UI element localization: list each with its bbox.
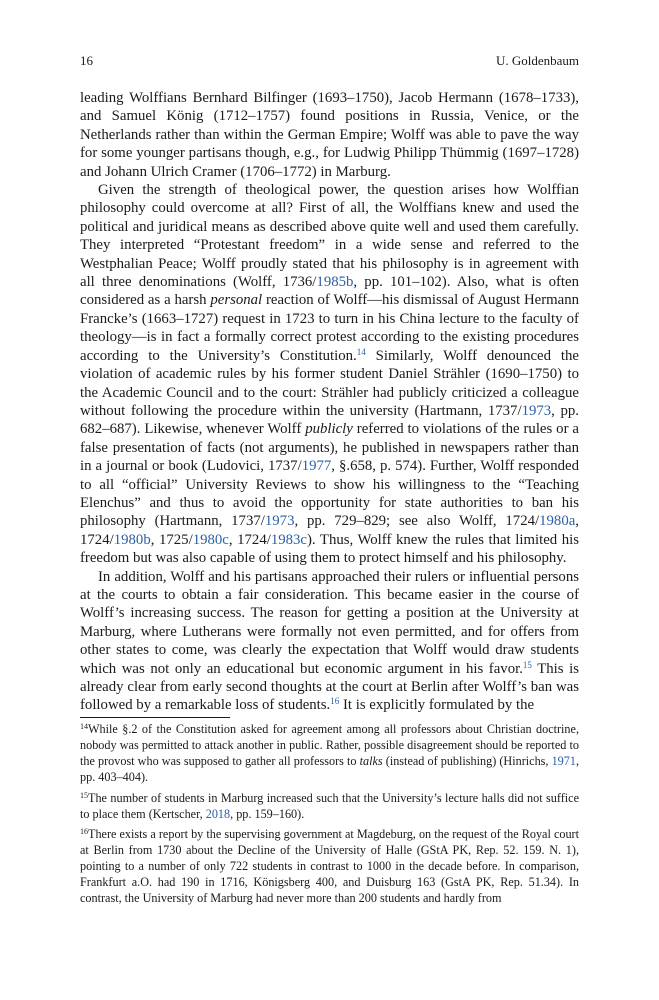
citation-link-1977[interactable]: 1977 xyxy=(301,458,332,475)
text-run: The number of students in Marburg increased such that the University’s lecture halls did not suffice to place them (Kertscher, xyxy=(80,790,579,821)
text-run: , pp. 403–404). xyxy=(80,753,579,784)
emphasis-talks: talks xyxy=(359,753,383,768)
emphasis-publicly: publicly xyxy=(305,421,353,438)
text-run: , pp. 729–829; see also Wolff, 1724/ xyxy=(294,513,540,530)
text-run: reaction of Wolff—his dismissal of August Hermann Francke’s (1663–1727) request in 1723 to turn in his China lecture to the faculty of theology—is in fact a formally correct protest according to the existing procedures according to the University’s Constitution. xyxy=(80,292,579,364)
footnote-ref-15[interactable]: 15 xyxy=(522,659,532,670)
footnote-15 xyxy=(80,791,579,823)
paragraph-2 xyxy=(80,181,579,568)
text-run: ). Thus, Wolff knew the rules that limited his freedom but was also capable of using them to protect himself and his philosophy. xyxy=(80,531,579,567)
citation-link-1980b[interactable]: 1980b xyxy=(113,531,151,548)
footnotes xyxy=(80,722,579,912)
page-number: 16 xyxy=(80,53,93,68)
footnote-14 xyxy=(80,722,579,786)
footnote-number: 16 xyxy=(80,827,88,837)
citation-link-1973[interactable]: 1973 xyxy=(521,402,552,419)
running-author: U. Goldenbaum xyxy=(495,53,579,68)
text-run: , §.658, p. 574). Further, Wolff responded to all “official” University Reviews to show his willingness to the “Teaching Elenchus” and thus to avoid the opportunity for state authorities to ban his philosophy (Hartmann, 1737/ xyxy=(80,458,579,530)
main-text xyxy=(80,89,579,715)
text-run: In addition, Wolff and his partisans approached their rulers or influential persons at the courts to obtain a fair consideration. This became easier in the course of Wolff’s increasing success. The reason for getting a position at the University at Marburg, where Lutherans were formally not even permitted, and for offers from other states to come, was clearly the expectation that Wolff would draw students which was not only an educational but economic argument in his favor. xyxy=(80,568,579,677)
text-run: , pp. 101–102). Also, what is often considered as a harsh xyxy=(80,274,579,309)
running-header xyxy=(80,53,579,69)
footnote-divider xyxy=(80,717,230,718)
paragraph-3 xyxy=(80,568,579,715)
text-run: referred to violations of the rules or a false presentation of facts (not arguments), he published in newspapers rather than in a journal or book (Ludovici, 1737/ xyxy=(80,421,579,475)
text-run: , 1725/ xyxy=(150,531,193,548)
text-run: , pp. 682–687). Likewise, whenever Wolff xyxy=(80,402,579,438)
text-run: leading Wolffians Bernhard Bilfinger (1693–1750), Jacob Hermann (1678–1733), and Samuel König (1712–1757) found positions in Russia, Venice, or the Netherlands rather than within the German Empire; Wolff was able to pave the way for some younger partisans though, e.g., for Ludwig Philipp Thümmig (1697–1728) and Johann Ulrich Cramer (1706–1772) in Marburg. xyxy=(80,90,579,180)
citation-link-1980a[interactable]: 1980a xyxy=(539,513,576,530)
footnote-number: 14 xyxy=(80,722,88,731)
citation-link-1980c[interactable]: 1980c xyxy=(192,531,229,548)
text-run: It is explicitly formulated by the xyxy=(339,697,535,714)
text-run: Given the strength of theological power, the question arises how Wolffian philosophy could overcome at all? First of all, the Wolffians knew and used the political and juridical means as described above quite well and used them carefully. They interpreted “Protestant freedom” in a wide sense and referred to the Westphalian Peace; Wolff proudly stated that his philosophy is in agreement with all three denominations (Wolff, 1736/ xyxy=(80,182,579,291)
paragraph-1 xyxy=(80,89,579,181)
footnote-number: 15 xyxy=(80,790,88,800)
text-run: , 1724/ xyxy=(80,513,579,548)
footnote-ref-14[interactable]: 14 xyxy=(356,346,366,357)
text-run: Similarly, Wolff denounced the violation of academic rules by his former student Daniel Strähler (1690–1750) to the Academic Council and to the court: Strähler had publicly criticized a colleague without following the procedure within the university (Hartmann, 1737/ xyxy=(80,347,579,419)
emphasis-personal: personal xyxy=(210,292,263,309)
text-run: This is already clear from early second thoughts at the court at Berlin after Wolff’s ban was followed by a remarkable loss of students. xyxy=(80,660,579,714)
citation-link-1973[interactable]: 1973 xyxy=(264,513,295,530)
text-run: There exists a report by the supervising government at Magdeburg, on the request of the Royal court at Berlin from 1730 about the Decline of the University of Halle (GStA PK, Rep. 52. 159. N. 1), pointing to a number of only 722 students in contrast to 1000 in the decade before. In comparison, Frankfurt a.O. had 190 in 1716, Königsberg 400, and Duisburg 163 (GstA PK, Rep. 51.34). In contrast, the University of Marburg had never more than 200 students and hardly from xyxy=(80,827,579,906)
citation-link-1971[interactable]: 1971 xyxy=(551,753,576,768)
citation-link-1983c[interactable]: 1983c xyxy=(270,531,307,548)
footnote-16 xyxy=(80,827,579,907)
citation-link-2018[interactable]: 2018 xyxy=(205,806,231,821)
text-run: , pp. 159–160). xyxy=(230,806,305,821)
citation-link-1985b[interactable]: 1985b xyxy=(316,274,354,291)
text-run: While §.2 of the Constitution asked for agreement among all professors about Christian doctrine, nobody was permitted to attack another in public. Rather, possible disagreement should be reported to the provost who was supposed to gather all professors to xyxy=(80,722,579,768)
text-run: , 1724/ xyxy=(228,531,271,548)
footnote-ref-16[interactable]: 16 xyxy=(330,696,340,707)
text-run: (instead of publishing) (Hinrichs, xyxy=(382,753,552,768)
